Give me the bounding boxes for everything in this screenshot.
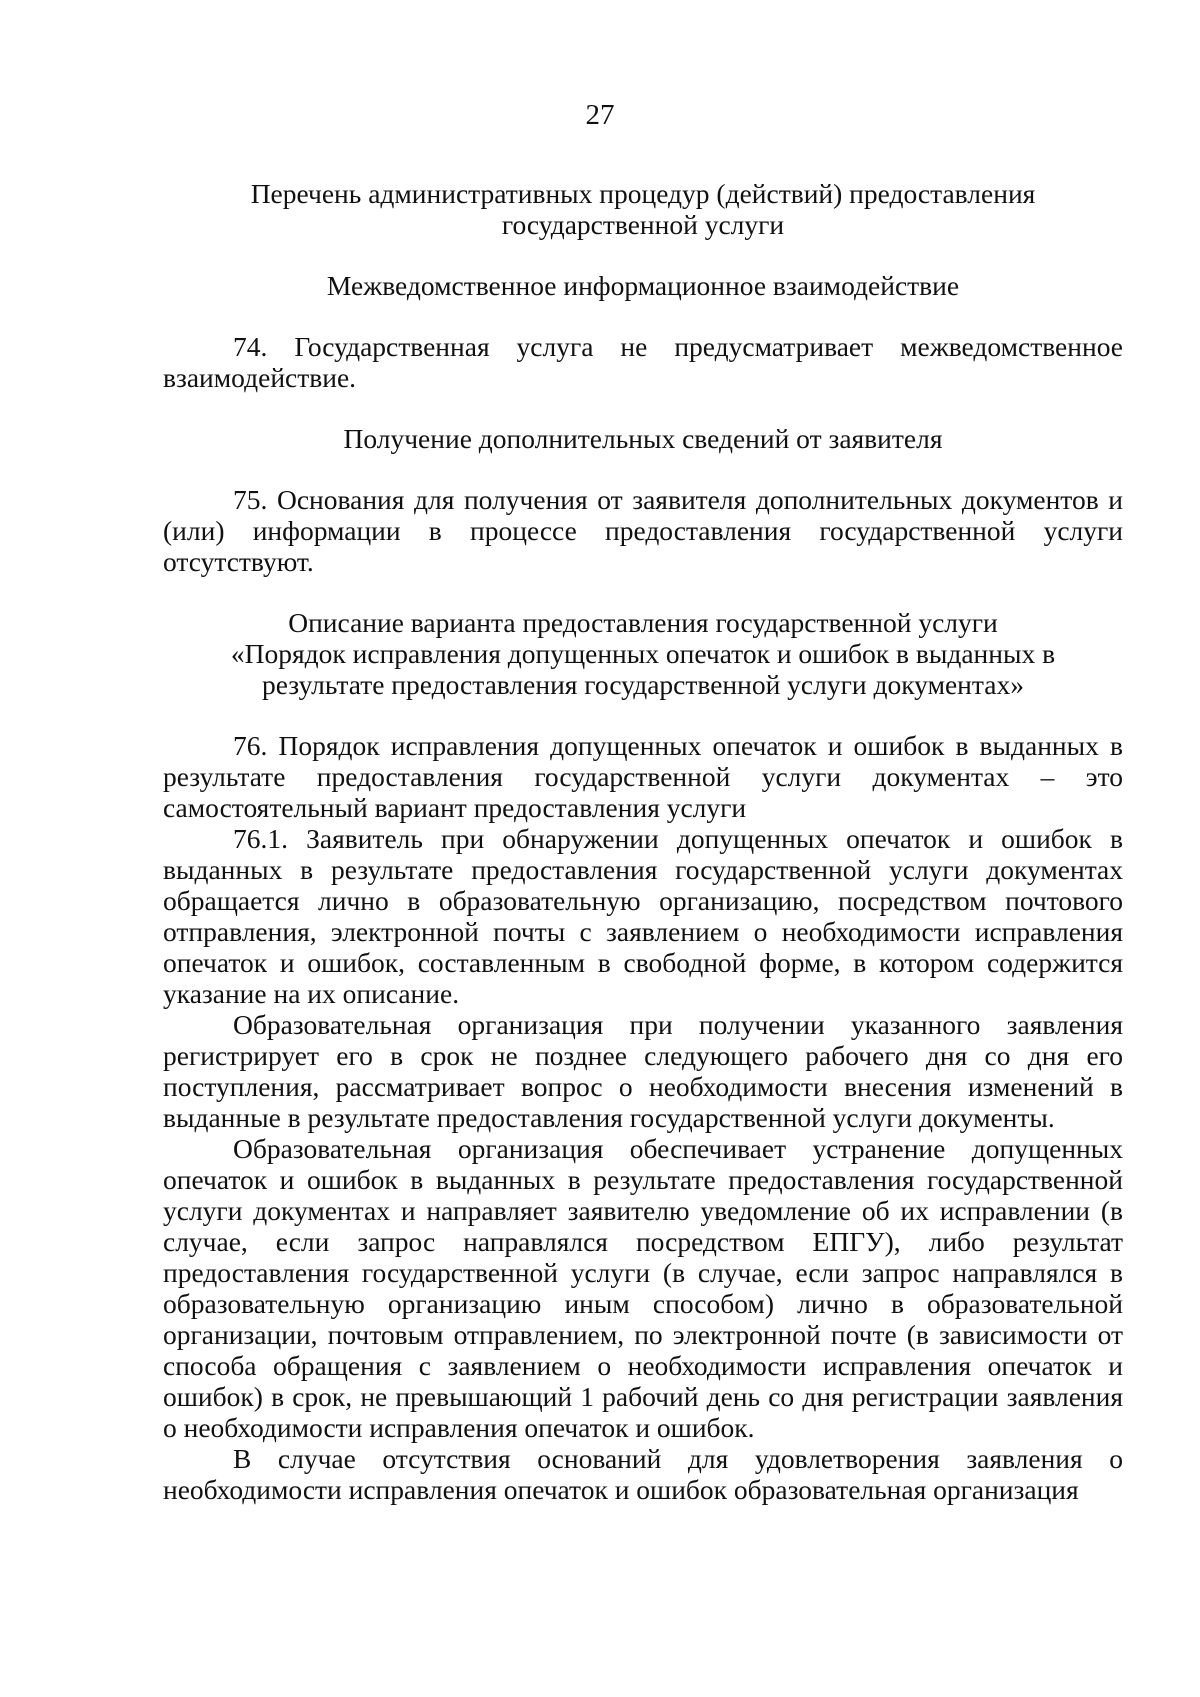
paragraph-registration: Образовательная организация при получении указанного заявления регистрирует его в срок не позднее следующего рабочего дня со дня его поступления, рассматривает вопрос о необходимости внесения изменений в выданные в результате предоставления государственной услуги документы. [163,1009,1123,1133]
section-heading-variant-line1: Описание варианта предоставления государственной услуги [288,607,998,638]
section-heading-procedures-line1: Перечень административных процедур (действий) предоставления [250,178,1036,209]
paragraph-correction: Образовательная организация обеспечивает устранение допущенных опечаток и ошибок в выданных в результате предоставления государственной услуги документах и направляет заявителю уведомление об их исправлении (в случае, если запрос направлялся посредством ЕПГУ), либо результат предоставления государственной услуги (в случае, если запрос направлялся в образовательную организацию иным способом) лично в образовательной организации, почтовым отправлением, по электронной почте (в зависимости от способа обращения с заявлением о необходимости исправления опечаток и ошибок) в срок, не превышающий 1 рабочий день со дня регистрации заявления о необходимости исправления опечаток и ошибок. [163,1133,1123,1443]
paragraph-refusal: В случае отсутствия оснований для удовлетворения заявления о необходимости исправления опечаток и ошибок образовательная организация [163,1443,1123,1505]
section-heading-variant [163,607,1123,700]
paragraph-76: 76. Порядок исправления допущенных опечаток и ошибок в выданных в результате предоставления государственной услуги документах – это самостоятельный вариант предоставления услуги [163,730,1123,823]
paragraph-74: 74. Государственная услуга не предусматривает межведомственное взаимодействие. [163,331,1123,393]
section-heading-additional-info: Получение дополнительных сведений от заявителя [343,423,943,454]
document-body [163,178,1123,1505]
section-heading-interagency: Межведомственное информационное взаимодействие [326,270,960,301]
section-heading-variant-line2: «Порядок исправления допущенных опечаток и ошибок в выданных в [230,638,1056,669]
section-heading-procedures [163,178,1123,240]
paragraph-76-1: 76.1. Заявитель при обнаружении допущенных опечаток и ошибок в выданных в результате предоставления государственной услуги документах обращается лично в образовательную организацию, посредством почтового отправления, электронной почты с заявлением о необходимости исправления опечаток и ошибок, составленным в свободной форме, в котором содержится указание на их описание. [163,823,1123,1009]
page-number: 27 [585,99,615,131]
section-heading-variant-line3: результате предоставления государственной услуги документах» [262,669,1024,700]
section-heading-procedures-line2: государственной услуги [501,209,785,240]
paragraph-75: 75. Основания для получения от заявителя дополнительных документов и (или) информации в процессе предоставления государственной услуги отсутствуют. [163,484,1123,577]
